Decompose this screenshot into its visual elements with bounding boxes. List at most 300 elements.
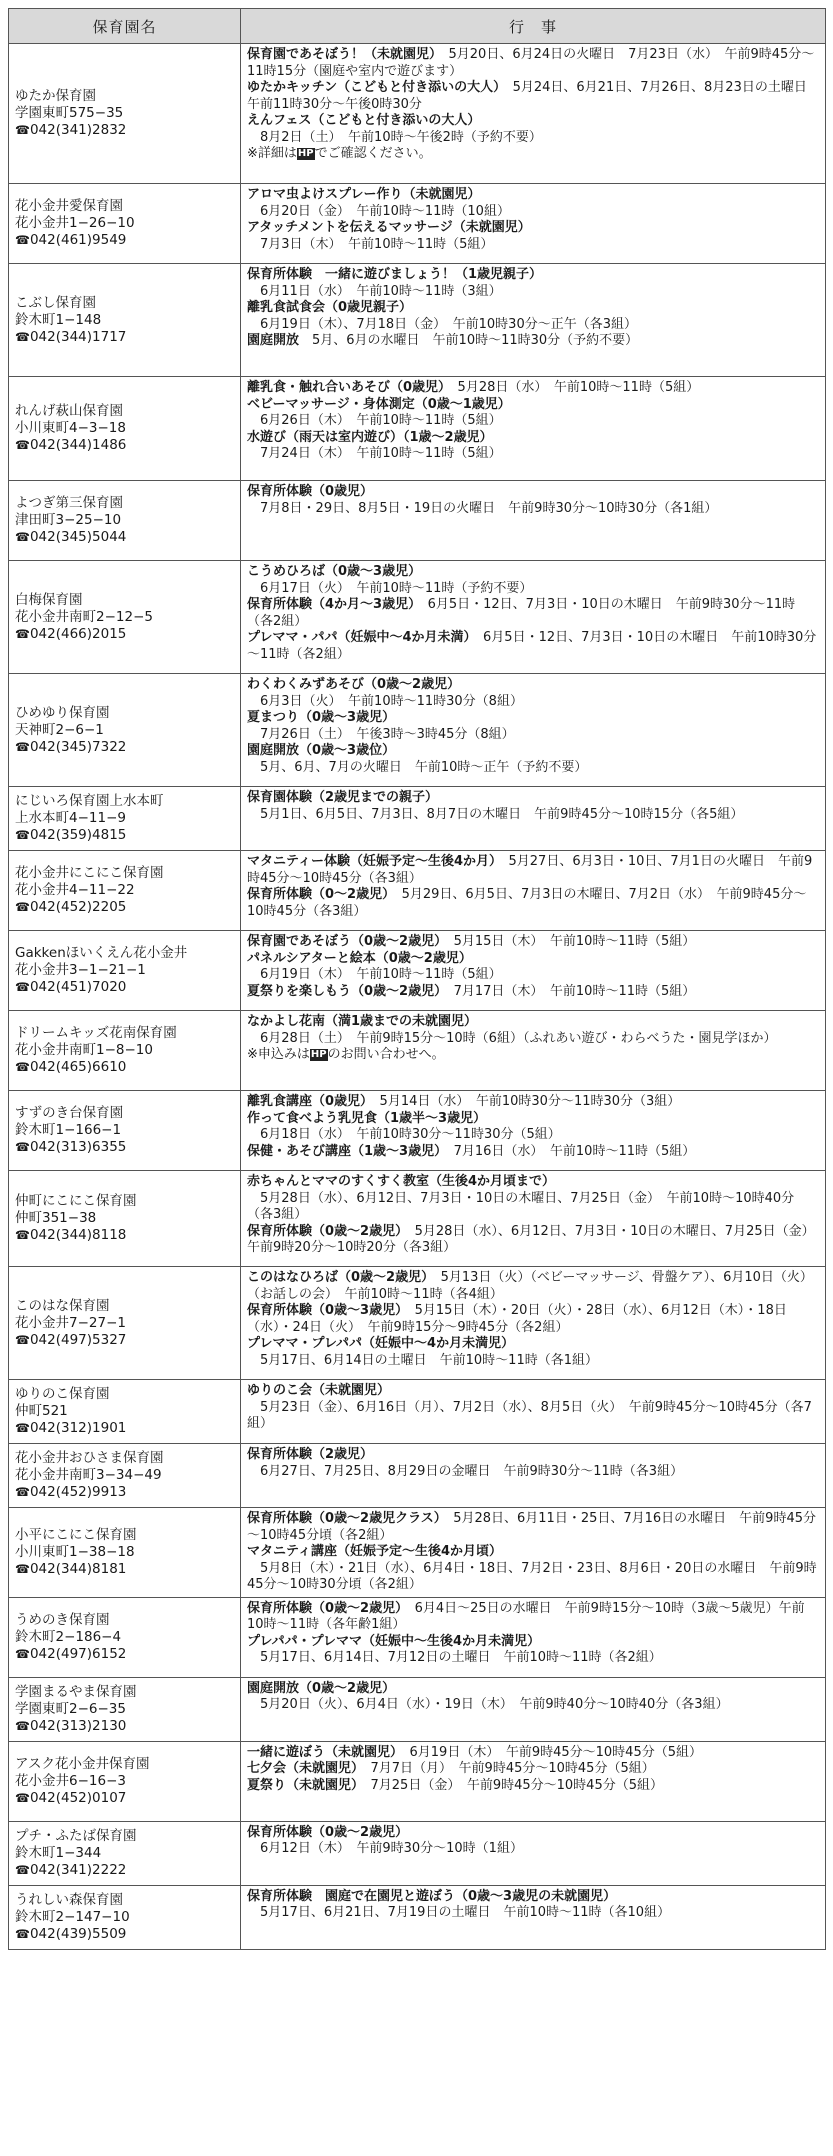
event-line — [247, 1745, 819, 1762]
event-title: 離乳食試食会（0歳児親子） — [247, 300, 413, 315]
nursery-address: 鈴木町1−148 — [15, 311, 102, 328]
event-title: 保育所体験（2歳児） — [247, 1447, 374, 1462]
phone-number: 042(345)5044 — [29, 529, 127, 545]
event-line — [247, 854, 819, 887]
event-detail: 6月27日、7月25日、8月29日の金曜日 午前9時30分～11時（各3組） — [247, 1463, 684, 1479]
nursery-phone — [15, 232, 234, 249]
table-row — [9, 1267, 826, 1380]
nursery-address: 花小金井3−1−21−1 — [15, 962, 146, 978]
phone-number: 042(466)2015 — [29, 625, 127, 642]
header-events: 行 事 — [241, 9, 826, 44]
event-detail: 5月27日、6月3日・10日、7月1日の火曜日 午前9時45分～10時45分（各3組） — [247, 854, 813, 886]
nursery-phone — [15, 979, 234, 996]
events-cell — [241, 1267, 826, 1380]
event-line — [247, 1223, 822, 1257]
nursery-cell — [9, 264, 241, 377]
nursery-phone — [15, 1059, 234, 1076]
phone-number: 042(439)5509 — [29, 1925, 127, 1942]
nursery-name: 花小金井愛保育園 — [15, 198, 123, 214]
event-detail: 5月23日（金）、6月16日（月）、7月2日（水）、8月5日（火） 午前9時45分～10時45分（各7組） — [247, 1399, 812, 1431]
event-line — [247, 984, 819, 1001]
nursery-phone — [15, 122, 234, 139]
event-detail: 7月8日・29日、8月5日・19日の火曜日 午前9時30分～10時30分（各1組） — [247, 500, 718, 516]
nursery-name: にじいろ保育園上水本町 — [15, 793, 164, 809]
event-detail: 6月11日（水） 午前10時～11時（3組） — [247, 283, 502, 299]
event-line — [247, 397, 819, 414]
event-detail: 5月17日、6月21日、7月19日の土曜日 午前10時～11時（各10組） — [247, 1905, 671, 1920]
table-row — [9, 184, 826, 264]
event-detail: 6月3日（火） 午前10時～11時30分（8組） — [247, 693, 523, 709]
event-line — [247, 1353, 819, 1370]
nursery-cell — [9, 1267, 241, 1380]
phone-icon: ☎ — [15, 1790, 30, 1805]
event-line — [247, 743, 819, 760]
event-title: 保育所体験（0～2歳児） — [247, 887, 389, 902]
phone-number: 042(345)7322 — [29, 738, 127, 755]
phone-number: 042(344)8181 — [29, 1560, 127, 1577]
event-detail: 5月28日（水）、6月12日、7月3日・10日の木曜日、7月25日（金） 午前9時20分～10時20分（各3組） — [247, 1223, 822, 1255]
event-title: 保育所体験（0歳児） — [247, 484, 374, 499]
events-cell — [241, 1597, 826, 1677]
nursery-address: 鈴木町1−344 — [15, 1844, 102, 1861]
event-title: 夏祭り（未就園児） — [247, 1777, 358, 1793]
event-line — [247, 1447, 819, 1464]
table-row — [9, 1091, 826, 1171]
nursery-address: 花小金井4−11−22 — [15, 882, 135, 898]
nursery-address: 花小金井南町2−12−5 — [15, 608, 153, 625]
table-row — [9, 1677, 826, 1741]
event-detail: 6月4日～25日の水曜日 午前9時15分～10時（3歳～5歳児）午前10時～11時（各年齢1組） — [247, 1600, 805, 1632]
event-line — [247, 1761, 819, 1778]
event-title: ゆりのこ会（未就園児） — [247, 1383, 391, 1398]
table-row — [9, 481, 826, 561]
events-cell — [241, 44, 826, 184]
event-line — [247, 807, 819, 824]
event-title: アタッチメントを伝えるマッサージ（未就園児） — [247, 220, 531, 235]
event-title: このはなひろば（0歳～2歳児） — [247, 1270, 428, 1285]
event-line — [247, 581, 819, 598]
nursery-phone — [15, 899, 234, 916]
event-title: 保育所体験（4か月～3歳児） — [247, 597, 415, 612]
schedule-sheet — [8, 8, 825, 1950]
events-cell — [241, 1380, 826, 1444]
event-title: プレママ・プレパパ（妊娠中～4か月未満児） — [247, 1336, 515, 1351]
event-line — [247, 333, 819, 350]
events-cell — [241, 1171, 826, 1267]
phone-number: 042(452)2205 — [29, 899, 127, 915]
event-line — [247, 413, 819, 430]
nursery-address: 花小金井1−26−10 — [15, 215, 135, 231]
events-cell — [241, 377, 826, 481]
event-line — [247, 430, 819, 447]
event-line — [247, 484, 819, 501]
event-title: 保育園であそぼう！（未就園児） — [247, 47, 436, 62]
event-line — [247, 967, 819, 984]
event-line — [247, 1336, 819, 1353]
nursery-name: すずのき台保育園 — [15, 1105, 124, 1121]
note-prefix: ※申込みは — [247, 1047, 310, 1062]
nursery-name: ゆたか保育園 — [15, 88, 96, 104]
nursery-phone — [15, 1790, 234, 1807]
phone-icon: ☎ — [15, 1421, 30, 1435]
nursery-address: 鈴木町2−147−10 — [15, 1908, 130, 1925]
nursery-name: Gakkenほいくえん花小金井 — [15, 945, 188, 961]
event-detail: 5月29日、6月5日、7月3日の木曜日、7月2日（水） 午前9時45分～10時45分（各3組） — [247, 887, 807, 919]
nursery-address: 花小金井7−27−1 — [15, 1314, 126, 1331]
nursery-name: うめのき保育園 — [15, 1611, 110, 1628]
event-detail: 7月24日（木） 午前10時～11時（5組） — [247, 446, 502, 461]
table-row — [9, 674, 826, 787]
event-line — [247, 760, 819, 777]
event-line — [247, 1191, 819, 1224]
nursery-name: 花小金井にこにこ保育園 — [15, 865, 164, 881]
phone-icon: ☎ — [15, 1926, 30, 1941]
hp-badge-icon: HP — [297, 148, 314, 159]
event-line — [247, 1270, 819, 1303]
table-row — [9, 851, 826, 931]
event-detail: 5月14日（水） 午前10時30分～11時30分（3組） — [366, 1094, 681, 1109]
nursery-cell — [9, 1380, 241, 1444]
phone-number: 042(452)9913 — [29, 1484, 127, 1500]
table-row — [9, 1380, 826, 1444]
note-suffix: でご確認ください。 — [314, 146, 432, 161]
event-detail: 7月26日（土） 午後3時～3時45分（8組） — [247, 726, 515, 742]
table-row — [9, 1885, 826, 1949]
event-title: マタニティー体験（妊娠予定～生後4か月） — [247, 854, 496, 869]
phone-number: 042(344)1717 — [29, 328, 127, 345]
phone-icon: ☎ — [15, 1561, 30, 1576]
phone-number: 042(341)2222 — [29, 1861, 127, 1878]
nursery-name: 白梅保育園 — [15, 591, 83, 608]
event-detail: 5月、6月、7月の火曜日 午前10時～正午（予約不要） — [247, 759, 588, 775]
table-row — [9, 1011, 826, 1091]
event-line — [247, 790, 819, 807]
event-line — [247, 1601, 819, 1634]
event-detail: 7月7日（月） 午前9時45分～10時45分（5組） — [357, 1761, 655, 1776]
event-detail: 5月1日、6月5日、7月3日、8月7日の木曜日 午前9時45分～10時15分（各5組） — [247, 806, 744, 822]
event-line — [247, 1825, 819, 1842]
event-line — [247, 1841, 819, 1858]
phone-icon: ☎ — [15, 980, 30, 994]
nursery-name: アスク花小金井保育園 — [15, 1755, 150, 1772]
events-cell — [241, 1885, 826, 1949]
phone-icon: ☎ — [15, 739, 30, 754]
nursery-address: 花小金井6−16−3 — [15, 1772, 126, 1789]
event-line — [247, 113, 819, 130]
event-line — [247, 1681, 819, 1698]
event-line — [247, 1303, 819, 1336]
table-row — [9, 931, 826, 1011]
event-line — [247, 951, 819, 968]
event-title: 保育所体験（0歳～3歳児） — [247, 1303, 402, 1318]
event-title: プレパパ・プレママ（妊娠中～生後4か月未満児） — [247, 1633, 541, 1649]
nursery-cell — [9, 674, 241, 787]
event-line — [247, 630, 819, 663]
events-cell — [241, 1508, 826, 1598]
nursery-name: れんげ萩山保育園 — [15, 403, 123, 419]
events-cell — [241, 1091, 826, 1171]
event-title: パネルシアターと絵本（0歳～2歳児） — [247, 950, 472, 966]
event-line — [247, 1544, 819, 1561]
event-detail: 6月17日（火） 午前10時～11時（予約不要） — [247, 580, 533, 596]
event-detail: 5月24日、6月21日、7月26日、8月23日の土曜日 午前11時30分～午後0時30分 — [247, 80, 820, 112]
nursery-cell — [9, 1741, 241, 1821]
event-title: 保育所体験 園庭で在園児と遊ぼう（0歳～3歳児の未就園児） — [247, 1888, 617, 1904]
nursery-cell — [9, 1171, 241, 1267]
nursery-phone — [15, 1862, 234, 1879]
nursery-phone — [15, 1139, 234, 1156]
phone-number: 042(312)1901 — [29, 1420, 127, 1436]
event-title: 保育園であそぼう（0歳～2歳児） — [247, 934, 441, 949]
event-title: プレママ・パパ（妊娠中～4か月未満） — [247, 630, 471, 645]
event-title: 保育所体験 一緒に遊びましょう！（1歳児親子） — [247, 267, 543, 282]
events-cell — [241, 674, 826, 787]
event-line — [247, 1400, 819, 1433]
nursery-cell — [9, 1508, 241, 1598]
event-detail: 7月17日（木） 午前10時～11時（5組） — [440, 983, 696, 999]
nursery-phone — [15, 626, 234, 643]
nursery-name: ひめゆり保育園 — [15, 704, 110, 721]
nursery-address: 上水本町4−11−9 — [15, 810, 126, 826]
event-line — [247, 1174, 819, 1191]
nursery-phone — [15, 1484, 234, 1501]
nursery-name: ゆりのこ保育園 — [15, 1386, 110, 1402]
event-line — [247, 677, 819, 694]
nursery-address: 学園東町575−35 — [15, 105, 124, 121]
events-cell — [241, 561, 826, 674]
nursery-name: このはな保育園 — [15, 1297, 110, 1314]
event-detail: 5月20日、6月24日の火曜日 7月23日（水） 午前9時45分～11時15分（園庭や室内で遊びます） — [247, 47, 815, 79]
event-line — [247, 1094, 819, 1111]
nursery-cell — [9, 1821, 241, 1885]
event-line — [247, 597, 819, 630]
event-line — [247, 564, 819, 581]
nursery-phone — [15, 1646, 234, 1663]
nursery-address: 津田町3−25−10 — [15, 512, 122, 528]
event-line — [247, 1511, 819, 1544]
phone-number: 042(341)2832 — [29, 122, 127, 138]
nursery-phone — [15, 329, 234, 346]
nursery-name: よつぎ第三保育園 — [15, 495, 123, 511]
event-detail: 5月20日（火）、6月4日（水）・19日（木） 午前9時40分～10時40分（各3組） — [247, 1697, 729, 1712]
event-line — [247, 267, 819, 284]
phone-icon: ☎ — [15, 1060, 30, 1074]
event-title: こうめひろば（0歳～3歳児） — [247, 564, 422, 579]
nursery-cell — [9, 481, 241, 561]
nursery-cell — [9, 1444, 241, 1508]
phone-icon: ☎ — [15, 1140, 30, 1154]
event-detail: 8月2日（土） 午前10時～午後2時（予約不要） — [247, 129, 542, 145]
nursery-phone — [15, 1561, 234, 1578]
phone-number: 042(313)6355 — [29, 1139, 127, 1155]
event-line — [247, 1778, 819, 1795]
nursery-name: 小平にこにこ保育園 — [15, 1526, 137, 1543]
table-row — [9, 264, 826, 377]
event-detail: 5月28日（水）、6月12日、7月3日・10日の木曜日、7月25日（金） 午前10時～10時40分（各3組） — [247, 1190, 795, 1222]
phone-number: 042(461)9549 — [29, 232, 127, 248]
phone-icon: ☎ — [15, 900, 30, 914]
nursery-phone — [15, 1718, 234, 1735]
nursery-address: 小川東町1−38−18 — [15, 1543, 135, 1560]
events-cell — [241, 481, 826, 561]
event-detail: 5月15日（木）・20日（火）・28日（水）、6月12日（木）・18日（水）・24日（火） 午前9時15分～9時45分（各2組） — [247, 1303, 787, 1335]
nursery-address: 天神町2−6−1 — [15, 721, 104, 738]
events-cell — [241, 1741, 826, 1821]
phone-number: 042(497)6152 — [29, 1645, 127, 1662]
event-line — [247, 1031, 819, 1048]
header-nursery-name: 保育園名 — [9, 9, 241, 44]
event-line — [247, 1889, 819, 1906]
nursery-address: 鈴木町2−186−4 — [15, 1628, 122, 1645]
event-title: ベビーマッサージ・身体測定（0歳～1歳児） — [247, 396, 511, 412]
event-line — [247, 1111, 819, 1128]
event-line — [247, 1127, 819, 1144]
event-detail: 6月26日（木） 午前10時～11時（5組） — [247, 413, 502, 428]
event-line — [247, 1650, 819, 1667]
event-title: 離乳食講座（0歳児） — [247, 1094, 367, 1109]
nursery-cell — [9, 1091, 241, 1171]
nursery-address: 学園東町2−6−35 — [15, 1700, 126, 1717]
event-detail: 6月19日（木） 午前9時45分～10時45分（5組） — [396, 1744, 702, 1760]
event-line — [247, 317, 819, 334]
table-row — [9, 561, 826, 674]
table-row — [9, 1597, 826, 1677]
event-line — [247, 80, 819, 113]
nursery-name: 花小金井おひさま保育園 — [15, 1450, 164, 1466]
phone-number: 042(344)8118 — [29, 1227, 127, 1243]
nursery-address: 花小金井南町3−34−49 — [15, 1467, 162, 1483]
table-row — [9, 44, 826, 184]
event-line — [247, 237, 819, 254]
phone-icon: ☎ — [15, 1646, 30, 1661]
event-detail: 6月5日・12日、7月3日・10日の木曜日 午前9時30分～11時（各2組） — [247, 597, 796, 629]
phone-number: 042(452)0107 — [29, 1789, 127, 1806]
event-title: 夏まつり（0歳～3歳児） — [247, 710, 396, 725]
note-text — [247, 146, 819, 163]
events-cell — [241, 851, 826, 931]
event-title: 離乳食・触れ合いあそび（0歳児） — [247, 380, 445, 395]
event-line — [247, 501, 819, 518]
event-line — [247, 284, 819, 301]
table-row — [9, 1821, 826, 1885]
phone-number: 042(465)6610 — [29, 1059, 127, 1075]
event-title: 夏祭りを楽しもう（0歳～2歳児） — [247, 983, 441, 999]
table-row — [9, 377, 826, 481]
phone-number: 042(344)1486 — [29, 437, 127, 453]
phone-icon: ☎ — [15, 1332, 30, 1347]
event-line — [247, 727, 819, 744]
nursery-name: プチ・ふたば保育園 — [15, 1827, 137, 1844]
event-detail: 5月15日（木） 午前10時～11時（5組） — [440, 934, 696, 949]
event-line — [247, 446, 819, 463]
event-title: 保育所体験（0歳～2歳児） — [247, 1223, 402, 1239]
phone-icon: ☎ — [15, 530, 30, 544]
phone-icon: ☎ — [15, 233, 30, 247]
event-line — [247, 1561, 819, 1594]
phone-icon: ☎ — [15, 1485, 30, 1499]
nursery-cell — [9, 1677, 241, 1741]
nursery-address: 鈴木町1−166−1 — [15, 1122, 122, 1138]
event-title: 保育所体験（0歳～2歳児） — [247, 1824, 409, 1840]
phone-icon: ☎ — [15, 123, 30, 137]
event-title: 保育所体験（0歳～2歳児クラス） — [247, 1511, 441, 1526]
phone-number: 042(497)5327 — [29, 1331, 127, 1348]
nursery-cell — [9, 1597, 241, 1677]
event-detail: 5月17日、6月14日の土曜日 午前10時～11時（各1組） — [247, 1352, 598, 1368]
event-title: 一緒に遊ぼう（未就園児） — [247, 1744, 397, 1760]
note-suffix: のお問い合わせへ。 — [327, 1047, 445, 1062]
event-title: 保育園体験（2歳児までの親子） — [247, 790, 439, 805]
events-cell — [241, 1677, 826, 1741]
events-cell — [241, 1821, 826, 1885]
nursery-cell — [9, 787, 241, 851]
nursery-event-table — [8, 8, 826, 1950]
event-detail: 5月28日（水） 午前10時～11時（5組） — [444, 380, 700, 395]
event-title: 赤ちゃんとママのすくすく教室（生後4か月頃まで） — [247, 1174, 556, 1189]
nursery-address: 小川東町4−3−18 — [15, 420, 126, 436]
event-title: 作って食べよう乳児食（1歳半～3歳児） — [247, 1110, 487, 1126]
event-detail: 5月28日、6月11日・25日、7月16日の水曜日 午前9時45分～10時45分頃（各2組） — [247, 1511, 816, 1543]
table-row — [9, 1741, 826, 1821]
event-detail: 6月18日（水） 午前10時30分～11時30分（5組） — [247, 1127, 561, 1142]
nursery-cell — [9, 851, 241, 931]
event-title: えんフェス（こどもと付き添いの大人） — [247, 113, 481, 128]
nursery-name: こぶし保育園 — [15, 294, 96, 311]
event-line — [247, 130, 819, 147]
event-detail: 5月、6月の水曜日 午前10時～11時30分（予約不要） — [299, 333, 639, 348]
note-prefix: ※詳細は — [247, 146, 297, 161]
event-line — [247, 1697, 819, 1714]
event-detail: 6月12日（木） 午前9時30分～10時（1組） — [247, 1841, 523, 1856]
event-title: マタニティ講座（妊娠予定～生後4か月頃） — [247, 1544, 503, 1559]
events-cell — [241, 931, 826, 1011]
event-line — [247, 1464, 819, 1481]
event-detail: 7月3日（木） 午前10時～11時（5組） — [247, 236, 494, 252]
hp-badge-icon: HP — [310, 1049, 327, 1060]
nursery-name: ドリームキッズ花南保育園 — [15, 1025, 177, 1041]
event-line — [247, 710, 819, 727]
phone-icon: ☎ — [15, 1228, 30, 1242]
event-line — [247, 1383, 819, 1400]
nursery-phone — [15, 437, 234, 454]
event-title: 保育所体験（0歳～2歳児） — [247, 1600, 402, 1616]
table-header-row — [9, 9, 826, 44]
phone-number: 042(451)7020 — [29, 979, 127, 995]
event-detail: 6月19日（木）、7月18日（金） 午前10時30分～正午（各3組） — [247, 316, 637, 332]
event-line — [247, 1144, 819, 1161]
event-title: 園庭開放 — [247, 333, 300, 348]
phone-icon: ☎ — [15, 1862, 30, 1877]
events-cell — [241, 787, 826, 851]
nursery-cell — [9, 931, 241, 1011]
nursery-cell — [9, 184, 241, 264]
event-line — [247, 887, 819, 920]
phone-icon: ☎ — [15, 329, 30, 344]
phone-number: 042(313)2130 — [29, 1717, 127, 1734]
nursery-name: 学園まるやま保育園 — [15, 1683, 137, 1700]
nursery-phone — [15, 529, 234, 546]
event-title: なかよし花南（満1歳までの未就園児） — [247, 1014, 478, 1029]
phone-icon: ☎ — [15, 626, 30, 641]
event-detail: 5月8日（木）・21日（水）、6月4日・18日、7月2日・23日、8月6日・20日の水曜日 午前9時45分～10時30分頃（各2組） — [247, 1560, 817, 1592]
table-row — [9, 1508, 826, 1598]
events-cell — [241, 1444, 826, 1508]
nursery-cell — [9, 44, 241, 184]
event-title: 水遊び（雨天は室内遊び）（1歳～2歳児） — [247, 429, 493, 445]
note-text — [247, 1047, 819, 1064]
table-body — [9, 44, 826, 1950]
phone-icon: ☎ — [15, 1718, 30, 1733]
